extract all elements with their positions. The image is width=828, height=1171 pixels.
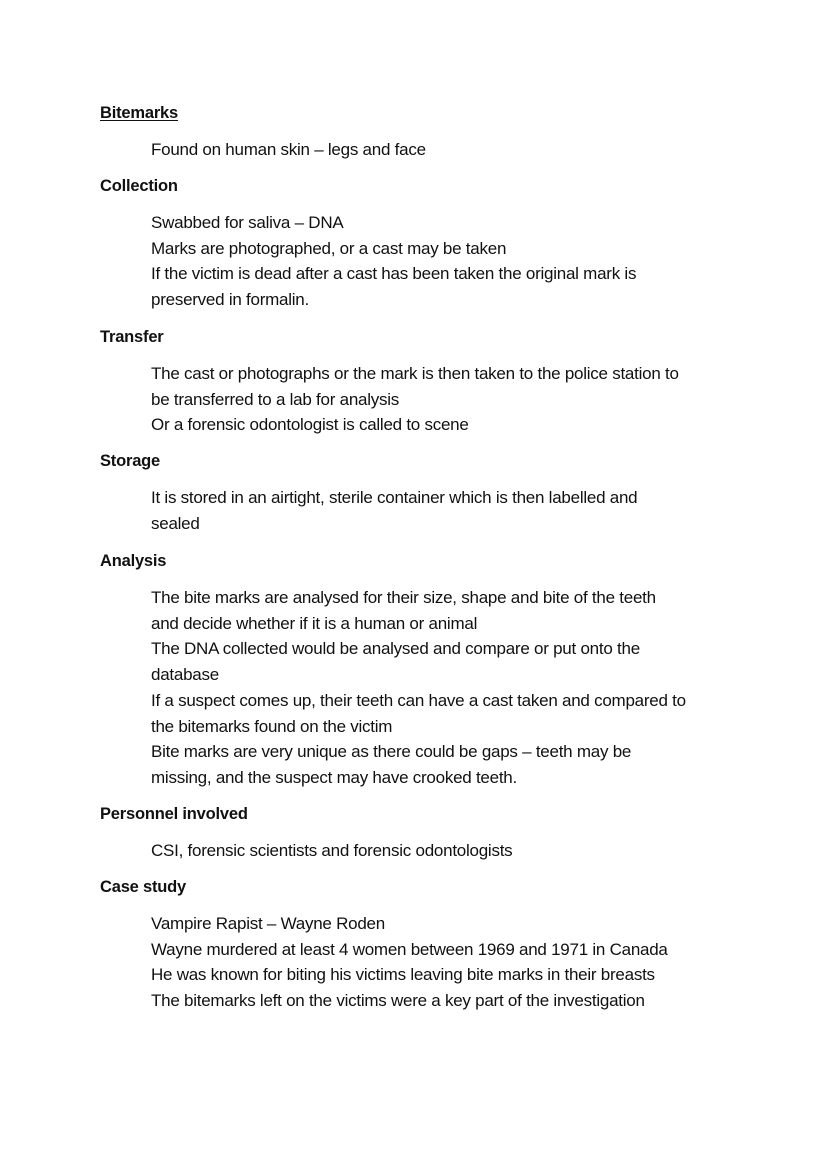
section-heading-case-study: Case study bbox=[100, 878, 187, 896]
body-line: He was known for biting his victims leaving bite marks in their breasts bbox=[151, 965, 655, 985]
section-body-bitemarks bbox=[151, 137, 751, 163]
body-line: sealed bbox=[151, 513, 200, 533]
body-line: Swabbed for saliva – DNA bbox=[151, 213, 344, 232]
body-line: The DNA collected would be analysed and compare or put onto the bbox=[151, 639, 640, 659]
body-line: database bbox=[151, 665, 219, 685]
body-line: Bite marks are very unique as there could be gaps – teeth may be bbox=[151, 742, 632, 762]
section-body-collection bbox=[151, 210, 751, 313]
section-body-case-study bbox=[151, 911, 751, 1014]
body-line: missing, and the suspect may have crooked teeth. bbox=[151, 767, 517, 787]
section-heading-collection: Collection bbox=[100, 177, 178, 195]
section-heading-personnel: Personnel involved bbox=[100, 805, 248, 823]
section-heading-transfer: Transfer bbox=[100, 328, 164, 346]
section-heading-bitemarks: Bitemarks bbox=[100, 104, 178, 122]
body-line: Marks are photographed, or a cast may be taken bbox=[151, 238, 507, 258]
body-line: It is stored in an airtight, sterile container which is then labelled and bbox=[151, 488, 638, 507]
body-line: The bite marks are analysed for their size, shape and bite of the teeth bbox=[151, 588, 656, 607]
body-line: The cast or photographs or the mark is then taken to the police station to bbox=[151, 364, 679, 383]
body-line: If the victim is dead after a cast has been taken the original mark is bbox=[151, 264, 637, 284]
section-body-personnel bbox=[151, 838, 751, 864]
body-line: If a suspect comes up, their teeth can have a cast taken and compared to bbox=[151, 690, 686, 710]
body-line: preserved in formalin. bbox=[151, 290, 309, 310]
section-heading-analysis: Analysis bbox=[100, 552, 167, 570]
body-line: the bitemarks found on the victim bbox=[151, 716, 393, 736]
section-body-transfer bbox=[151, 361, 751, 438]
section-heading-storage: Storage bbox=[100, 452, 161, 470]
section-body-storage bbox=[151, 485, 751, 536]
section-body-analysis bbox=[151, 585, 751, 791]
body-line: and decide whether if it is a human or animal bbox=[151, 613, 478, 633]
body-line: CSI, forensic scientists and forensic odontologists bbox=[151, 841, 513, 860]
body-line: The bitemarks left on the victims were a key part of the investigation bbox=[151, 991, 645, 1011]
body-line: Or a forensic odontologist is called to scene bbox=[151, 415, 469, 435]
body-line: Vampire Rapist – Wayne Roden bbox=[151, 914, 385, 933]
body-line: be transferred to a lab for analysis bbox=[151, 389, 400, 409]
body-line: Wayne murdered at least 4 women between 1969 and 1971 in Canada bbox=[151, 939, 668, 959]
body-line: Found on human skin – legs and face bbox=[151, 140, 426, 159]
